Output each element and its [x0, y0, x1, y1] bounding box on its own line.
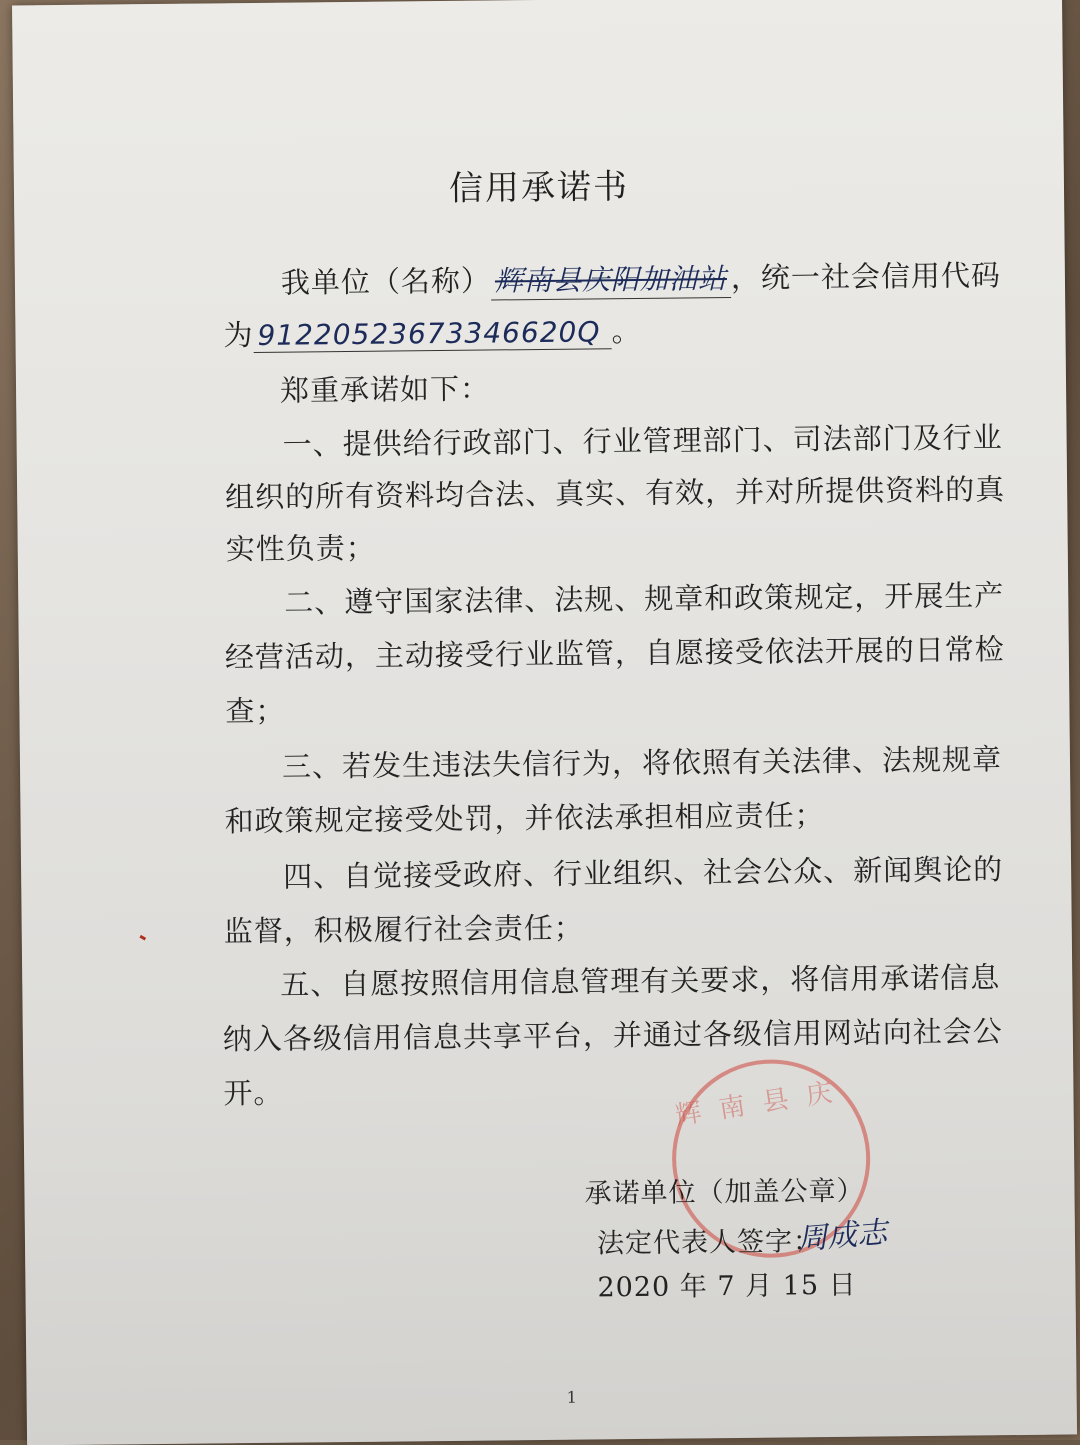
item-3-line-2: 和政策规定接受处罚，并依法承担相应责任； — [224, 798, 825, 839]
item-5-line-2: 纳入各级信用信息共享平台，并通过各级信用网站向社会公 — [222, 1014, 1004, 1057]
legal-rep-signature: 周成志 — [795, 1215, 889, 1258]
item-5-line-3: 开。 — [223, 1075, 284, 1111]
commit-heading: 郑重承诺如下： — [279, 371, 491, 408]
ink-mark — [139, 935, 146, 941]
seal-text: 辉南县庆 — [673, 1075, 853, 1132]
unit-seal-label: 承诺单位（加盖公章） — [584, 1175, 865, 1210]
credit-code-line — [223, 309, 641, 354]
intro-prefix: 我单位（名称） — [280, 263, 492, 300]
item-2-line-2: 经营活动，主动接受行业监管，自愿接受依法开展的日常检 — [224, 632, 1006, 675]
item-1-line-3: 实性负责； — [225, 530, 376, 567]
item-4-line-2: 监督，积极履行社会责任； — [223, 910, 584, 949]
code-suffix: 。 — [611, 313, 642, 349]
item-1-line-1: 一、提供给行政部门、行业管理部门、司法部门及行业 — [282, 420, 1003, 462]
item-5-line-1: 五、自愿按照信用信息管理有关要求，将信用承诺信息 — [280, 960, 1001, 1002]
signature-label: 法定代表人签字： — [596, 1226, 822, 1260]
page-number: 1 — [566, 1387, 577, 1407]
item-3-line-1: 三、若发生违法失信行为，将依照有关法律、法规规章 — [281, 742, 1003, 784]
intro-line — [281, 253, 1001, 303]
item-2-line-1: 二、遵守国家法律、法规、规章和政策规定，开展生产 — [284, 578, 1005, 620]
document-date: 2020 年 7 月 15 日 — [597, 1269, 857, 1304]
item-4-line-1: 四、自觉接受政府、行业组织、社会公众、新闻舆论的 — [282, 852, 1004, 894]
credit-code-field: 91220523673346620Q — [253, 315, 611, 353]
item-2-line-3: 查； — [225, 693, 286, 729]
item-1-line-2: 组织的所有资料均合法、真实、有效，并对所提供资料的真 — [225, 472, 1006, 515]
intro-suffix: ，统一社会信用代码 — [730, 258, 1002, 295]
document-title: 信用承诺书 — [448, 167, 630, 209]
document-page — [12, 0, 1077, 1445]
unit-name-field: 辉南县庆阳加油站 — [491, 257, 731, 301]
code-prefix: 为 — [223, 317, 254, 353]
